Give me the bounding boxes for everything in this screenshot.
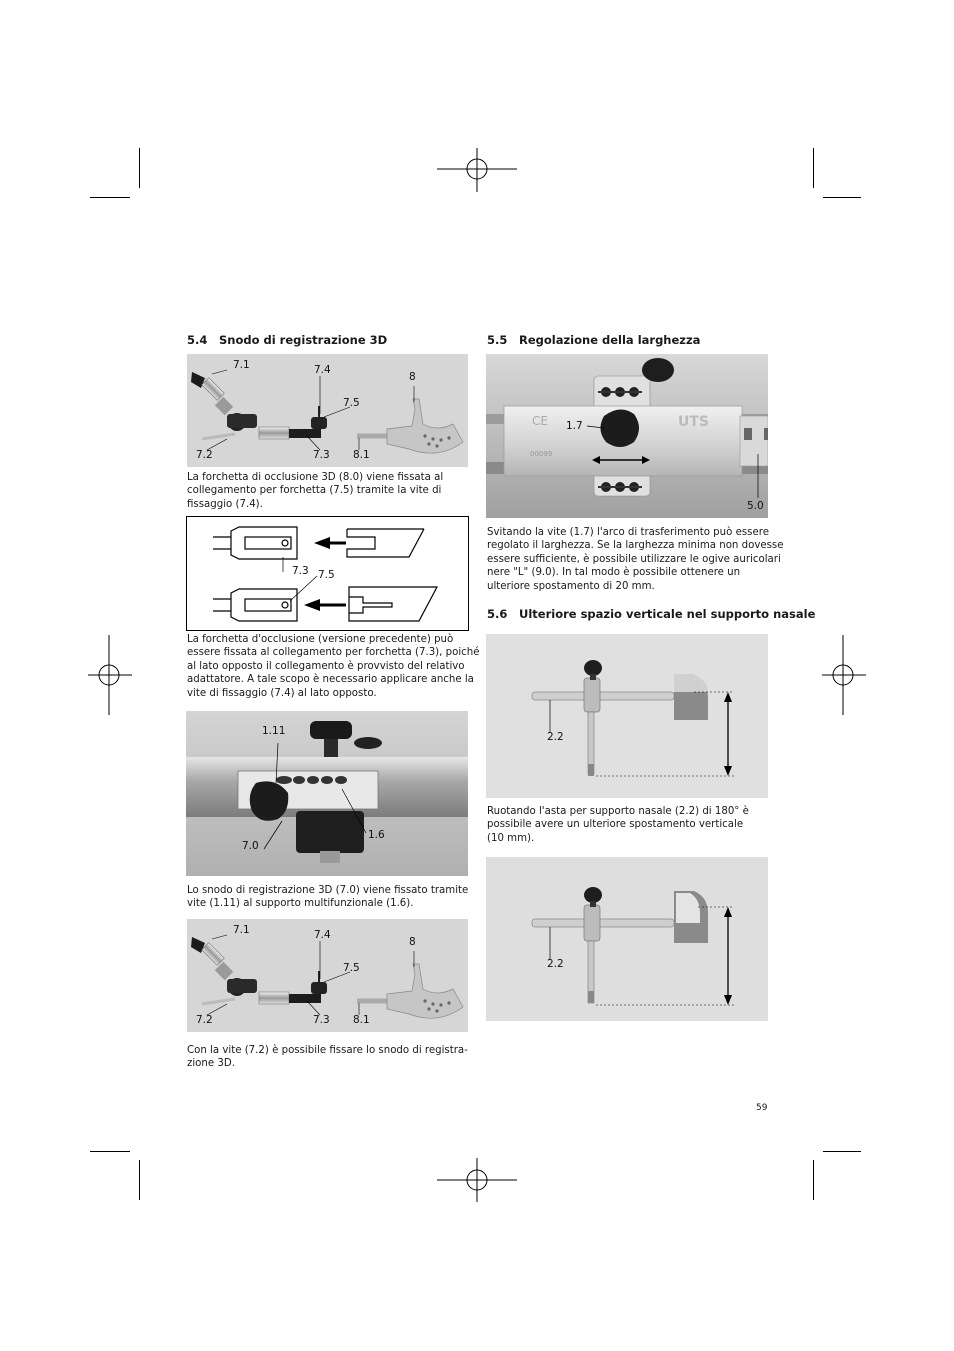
serial-engraving: 00099 xyxy=(530,450,553,458)
label-7-4: 7.4 xyxy=(314,929,331,941)
label-2-2: 2.2 xyxy=(547,958,564,970)
label-7-3: 7.3 xyxy=(313,449,330,461)
photo-width-adjustment xyxy=(486,354,768,518)
diagram-fork-adapter xyxy=(186,516,469,631)
label-7-5: 7.5 xyxy=(343,962,360,974)
label-7-2: 7.2 xyxy=(196,1014,213,1026)
section-5-6-heading xyxy=(487,607,815,621)
registration-mark-top xyxy=(437,148,517,192)
registration-mark-right xyxy=(822,635,866,715)
label-5-0: 5.0 xyxy=(747,500,764,512)
label-7-2: 7.2 xyxy=(196,449,213,461)
registration-mark-left xyxy=(88,635,132,715)
label-8: 8 xyxy=(409,936,416,948)
page-number: 59 xyxy=(756,1103,768,1113)
label-1-11: 1.11 xyxy=(262,725,286,737)
label-1-7: 1.7 xyxy=(566,420,583,432)
label-8-1: 8.1 xyxy=(353,1014,370,1026)
label-7-4: 7.4 xyxy=(314,364,331,376)
photo-3d-joint-screw xyxy=(187,919,468,1032)
section-title: Snodo di registrazione 3D xyxy=(219,333,388,347)
uts-engraving: UTS xyxy=(678,414,710,430)
label-7-5: 7.5 xyxy=(343,397,360,409)
diagram-label-7-3: 7.3 xyxy=(292,565,309,577)
photo-nasal-support-2 xyxy=(486,857,768,1021)
label-7-1: 7.1 xyxy=(233,359,250,371)
section-5-4-heading xyxy=(187,333,387,347)
caption-screw-fixing: Con la vite (7.2) è possibile fissare lo snodo di registra- zione 3D. xyxy=(187,1045,468,1070)
label-7-0: 7.0 xyxy=(242,840,259,852)
ce-mark: CE xyxy=(532,414,548,428)
section-title: Ulteriore spazio verticale nel supporto nasale xyxy=(519,607,816,621)
section-5-5-heading xyxy=(487,333,700,347)
label-8-1: 8.1 xyxy=(353,449,370,461)
photo-3d-joint xyxy=(187,354,468,467)
label-2-2: 2.2 xyxy=(547,731,564,743)
section-number: 5.5 xyxy=(487,333,508,347)
label-7-3: 7.3 xyxy=(313,1014,330,1026)
caption-nasal-rotation: Ruotando l'asta per supporto nasale (2.2) di 180° è possibile avere un ulteriore spostamento verticale (10 mm). xyxy=(487,806,749,844)
section-number: 5.6 xyxy=(487,607,508,621)
photo-multifunction-support xyxy=(186,711,468,876)
caption-fork-connection: La forchetta di occlusione 3D (8.0) viene fissata al collegamento per forchetta (7.5) tramite la vite di fissaggio (7.4). xyxy=(187,472,444,510)
caption-3d-joint-fixing: Lo snodo di registrazione 3D (7.0) viene fissato tramite vite (1.11) al supporto multifunzionale (1.6). xyxy=(187,885,469,910)
caption-older-fork: La forchetta d'occlusione (versione precedente) può essere fissata al collegamento per forchetta (7.3), poiché al lato opposto il collegamento è provvisto del relativo adattatore. A tale scopo è necessario applicare anche la vite di fissaggio (7.4) al lato opposto. xyxy=(187,634,480,699)
photo-nasal-support-1 xyxy=(486,634,768,798)
label-7-1: 7.1 xyxy=(233,924,250,936)
section-number: 5.4 xyxy=(187,333,208,347)
section-title: Regolazione della larghezza xyxy=(519,333,701,347)
label-1-6: 1.6 xyxy=(368,829,385,841)
caption-width-adjustment: Svitando la vite (1.7) l'arco di trasferimento può essere regolato il larghezza. Se la larghezza minima non dovesse essere sufficiente, è possibile utilizzare le ogive auricolari nere "L" (9.0). In tal modo è possibile ottenere un ulteriore spostamento di 20 mm. xyxy=(487,527,784,592)
label-8: 8 xyxy=(409,371,416,383)
registration-mark-bottom xyxy=(437,1158,517,1202)
diagram-label-7-5: 7.5 xyxy=(318,569,335,581)
